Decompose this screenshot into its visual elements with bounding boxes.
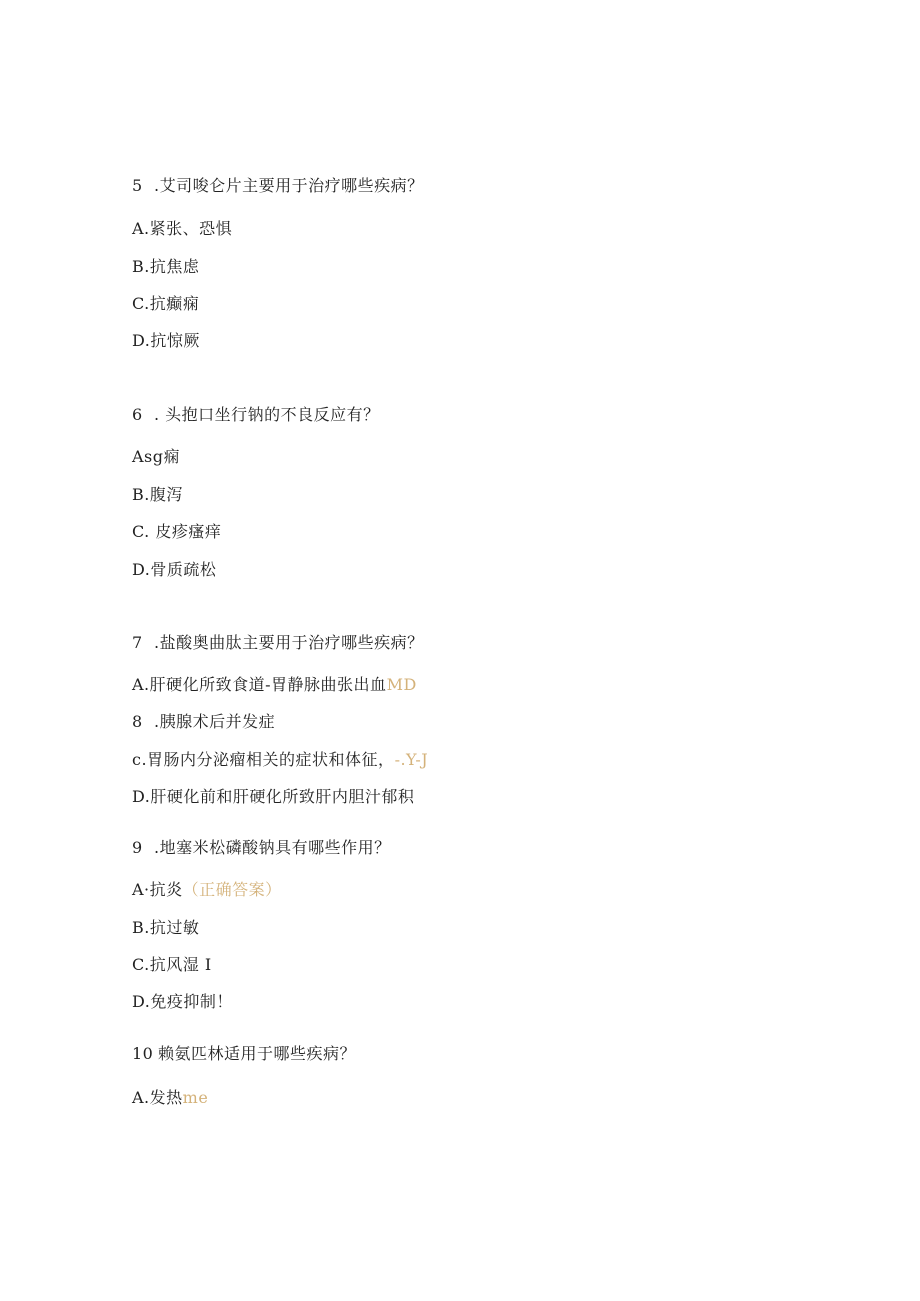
option-text: D.骨质疏松 <box>132 560 217 579</box>
option-text: C. 皮疹瘙痒 <box>132 522 222 541</box>
question-text: .盐酸奥曲肽主要用于治疗哪些疾病？ <box>154 633 424 652</box>
question-text: .地塞米松磷酸钠具有哪些作用？ <box>154 838 391 857</box>
option-9d <box>132 992 233 1012</box>
question-8 <box>132 712 275 732</box>
option-text: C.抗风湿 I <box>132 955 212 974</box>
option-6b <box>132 485 183 505</box>
option-text: B.腹泻 <box>132 485 183 504</box>
question-7 <box>132 633 424 653</box>
option-text: D.免疫抑制！ <box>132 992 233 1011</box>
question-text: .胰腺术后并发症 <box>154 712 276 731</box>
question-10 <box>132 1044 356 1064</box>
option-9b <box>132 918 199 938</box>
option-6c <box>132 522 221 542</box>
handwritten-annotation: me <box>182 1088 209 1107</box>
option-8d <box>132 787 414 807</box>
option-8c <box>132 750 428 770</box>
option-text: A·抗炎 <box>132 880 183 899</box>
question-5 <box>132 176 424 196</box>
handwritten-annotation: -.Y-J <box>394 750 429 769</box>
option-text: C.抗癫痫 <box>132 294 200 313</box>
option-text: A.发热 <box>132 1088 183 1107</box>
option-9c <box>132 955 212 975</box>
option-text: B.抗过敏 <box>132 918 200 937</box>
question-number: 9 <box>132 838 143 857</box>
option-text: Asg痫 <box>132 447 181 466</box>
option-5b <box>132 257 199 277</box>
option-6d <box>132 560 216 580</box>
option-9a <box>132 880 282 900</box>
option-text: A.紧张、恐惧 <box>132 219 233 238</box>
question-text: .艾司唆仑片主要用于治疗哪些疾病？ <box>154 176 424 195</box>
option-5c <box>132 294 199 314</box>
question-number: 7 <box>132 633 143 652</box>
option-5d <box>132 331 200 351</box>
question-text: . 头抱口坐行钠的不良反应有？ <box>154 405 380 424</box>
option-10a <box>132 1088 208 1108</box>
correct-answer-mark: （正确答案） <box>182 880 282 899</box>
handwritten-annotation: MD <box>386 675 417 694</box>
option-text: D.抗惊厥 <box>132 331 200 350</box>
option-text: c.胃肠内分泌瘤相关的症状和体征， <box>132 750 395 769</box>
option-text: B.抗焦虑 <box>132 257 200 276</box>
option-6a <box>132 447 180 467</box>
option-5a <box>132 219 232 239</box>
option-text: A.肝硬化所致食道-胃静脉曲张出血 <box>132 675 387 694</box>
question-6 <box>132 405 380 425</box>
question-number: 5 <box>132 176 143 195</box>
question-number: 10 <box>132 1044 154 1063</box>
question-number: 6 <box>132 405 143 424</box>
question-9 <box>132 838 391 858</box>
question-text: 赖氨匹林适用于哪些疾病？ <box>158 1044 357 1063</box>
question-number: 8 <box>132 712 143 731</box>
option-text: D.肝硬化前和肝硬化所致肝内胆汁郁积 <box>132 787 415 806</box>
option-7a <box>132 675 417 695</box>
